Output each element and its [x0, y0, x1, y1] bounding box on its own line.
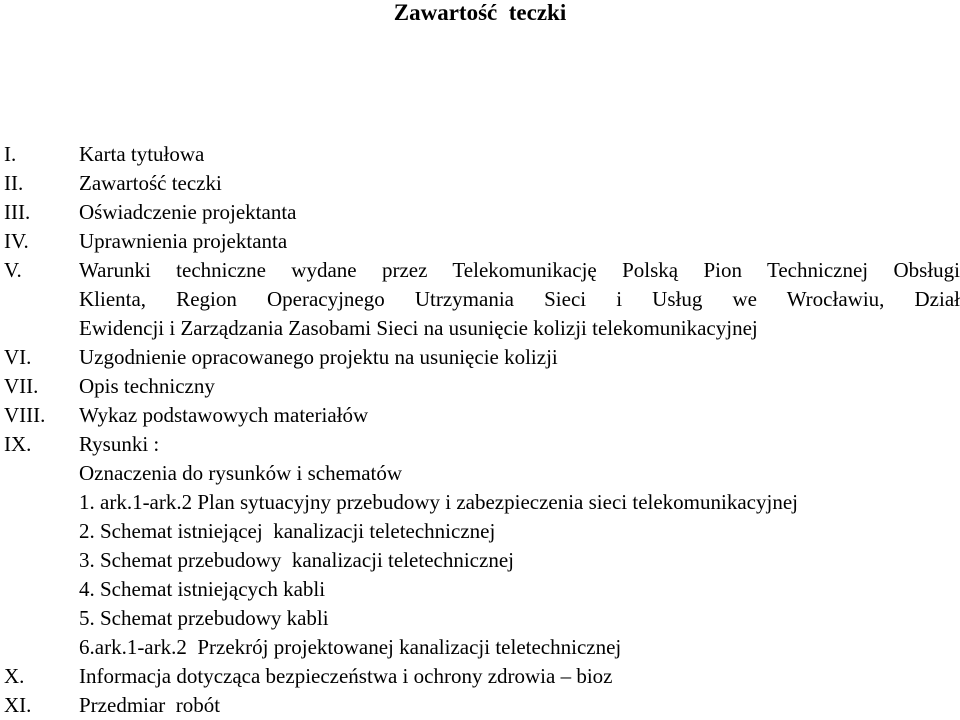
toc-item-text: Oznaczenia do rysunków i schematów — [79, 461, 403, 485]
toc-item-text: Warunki techniczne wydane przez Telekomunikację Polską Pion Technicznej Obsługi — [79, 258, 960, 282]
toc-item-text: 5. Schemat przebudowy kabli — [79, 606, 329, 630]
toc-item-number: VII. — [4, 374, 39, 398]
toc-subitem — [0, 517, 960, 546]
toc-item-6 — [0, 343, 960, 372]
toc-item-number: III. — [4, 200, 31, 224]
toc-item-number: V. — [4, 258, 22, 282]
toc-item-text: Karta tytułowa — [79, 142, 205, 166]
toc-item-5-continued — [0, 285, 960, 314]
toc-subitem — [0, 488, 960, 517]
toc-item-number: II. — [4, 171, 24, 195]
toc-item-number: X. — [4, 664, 25, 688]
toc-item-text: Uprawnienia projektanta — [79, 229, 288, 253]
toc-item-text: Oświadczenie projektanta — [79, 200, 297, 224]
toc-item-10 — [0, 662, 960, 691]
toc-item-3 — [0, 198, 960, 227]
toc-item-5-continued — [0, 314, 960, 343]
toc-item-text: Zawartość teczki — [79, 171, 222, 195]
toc-item-number: VI. — [4, 345, 32, 369]
toc-subitem — [0, 633, 960, 662]
toc-item-text: Rysunki : — [79, 432, 160, 456]
toc-item-text: Przedmiar robót — [79, 693, 221, 717]
toc-item-number: IX. — [4, 432, 32, 456]
toc-subitem — [0, 459, 960, 488]
toc-item-text: 4. Schemat istniejących kabli — [79, 577, 326, 601]
toc-item-1 — [0, 140, 960, 169]
toc-item-text: Opis techniczny — [79, 374, 215, 398]
toc-item-number: I. — [4, 142, 17, 166]
toc-item-text: Klienta, Region Operacyjnego Utrzymania Sieci i Usług we Wrocławiu, Dział — [79, 287, 960, 311]
toc-item-text: 6.ark.1-ark.2 Przekrój projektowanej kanalizacji teletechnicznej — [79, 635, 622, 659]
toc-subitem — [0, 604, 960, 633]
toc-item-number: XI. — [4, 693, 32, 717]
toc-subitem — [0, 575, 960, 604]
toc-item-text: Ewidencji i Zarządzania Zasobami Sieci na usunięcie kolizji telekomunikacyjnej — [79, 316, 758, 340]
toc-item-11 — [0, 691, 960, 720]
toc-item-8 — [0, 401, 960, 430]
toc-item-text: 1. ark.1-ark.2 Plan sytuacyjny przebudowy i zabezpieczenia sieci telekomunikacyjnej — [79, 490, 798, 514]
toc-item-number: VIII. — [4, 403, 46, 427]
page-title: Zawartość teczki — [393, 0, 567, 25]
toc-item-7 — [0, 372, 960, 401]
toc-item-text: 3. Schemat przebudowy kanalizacji teletechnicznej — [79, 548, 514, 572]
toc-item-2 — [0, 169, 960, 198]
toc-item-5 — [0, 256, 960, 285]
toc-item-number: IV. — [4, 229, 29, 253]
toc-item-text: Informacja dotycząca bezpieczeństwa i ochrony zdrowia – bioz — [79, 664, 613, 688]
toc-subitem — [0, 546, 960, 575]
toc-item-text: 2. Schemat istniejącej kanalizacji teletechnicznej — [79, 519, 496, 543]
toc-item-text: Uzgodnienie opracowanego projektu na usunięcie kolizji — [79, 345, 558, 369]
toc-item-text: Wykaz podstawowych materiałów — [79, 403, 369, 427]
toc-item-9 — [0, 430, 960, 459]
toc-item-4 — [0, 227, 960, 256]
